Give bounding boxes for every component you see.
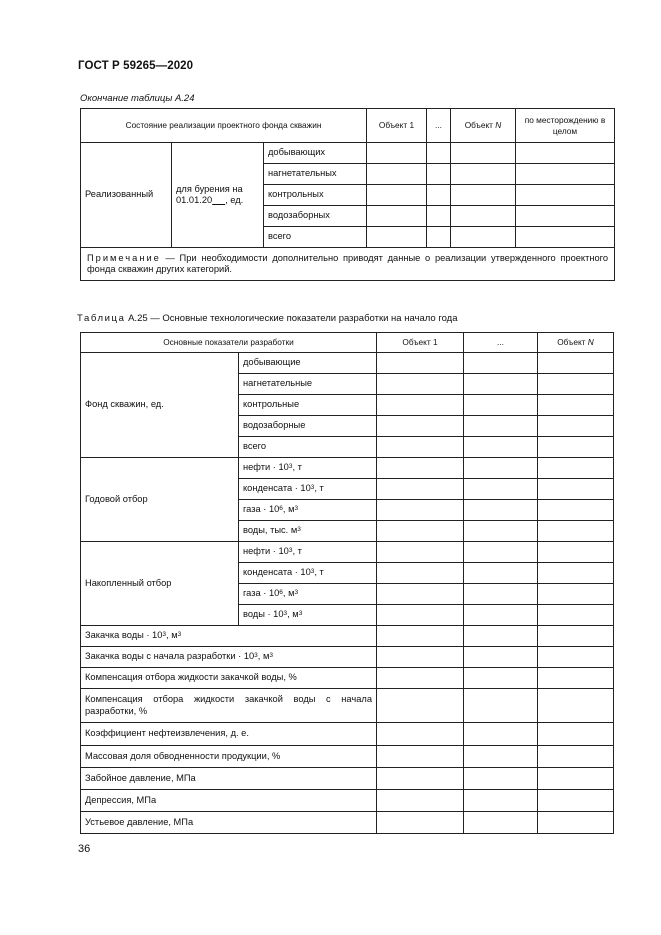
data-cell[interactable]	[377, 790, 464, 812]
data-cell[interactable]	[377, 521, 464, 542]
data-cell[interactable]	[377, 395, 464, 416]
data-cell[interactable]	[464, 563, 538, 584]
data-cell[interactable]	[538, 563, 614, 584]
document-header: ГОСТ Р 59265—2020	[78, 60, 194, 72]
data-cell[interactable]	[451, 185, 516, 206]
data-cell[interactable]	[464, 416, 538, 437]
header-object-n-var: N	[495, 120, 502, 131]
table-a24-caption: Окончание таблицы А.24	[80, 93, 195, 104]
group-well-stock: Фонд скважин, ед.	[81, 353, 239, 458]
row-bottomhole-pressure: Забойное давление, МПа	[81, 768, 377, 790]
oil-exp: 3	[288, 547, 293, 555]
data-cell[interactable]	[377, 500, 464, 521]
header-indicators: Основные показатели разработки	[81, 333, 377, 353]
header-ellipsis: ...	[464, 333, 538, 353]
gas-base: газа · 10	[243, 588, 280, 599]
group-annual-production: Годовой отбор	[81, 458, 239, 542]
row-depression: Депрессия, МПа	[81, 790, 377, 812]
data-cell[interactable]	[464, 374, 538, 395]
table-row	[81, 668, 614, 689]
oil-base: нефти · 10	[243, 546, 289, 557]
sub-group-drilling-prefix: для бурения на 01.01.20	[176, 183, 243, 205]
data-cell[interactable]	[538, 790, 614, 812]
sub-row-label: нагнетательные	[239, 374, 377, 395]
condensate-exp: 3	[310, 568, 315, 576]
data-cell[interactable]	[538, 437, 614, 458]
table-row	[81, 353, 614, 374]
table-row	[81, 143, 615, 164]
data-cell[interactable]	[427, 164, 451, 185]
injection-cum-unit-exp: 3	[269, 652, 273, 660]
data-cell[interactable]	[367, 185, 427, 206]
sub-row-cumulative-water	[239, 605, 377, 626]
data-cell[interactable]	[538, 395, 614, 416]
condensate-exp: 3	[310, 484, 315, 492]
sub-row-label: контрольные	[239, 395, 377, 416]
oil-exp: 3	[288, 463, 293, 471]
data-cell[interactable]	[516, 143, 615, 164]
data-cell[interactable]	[377, 416, 464, 437]
table-row	[81, 626, 614, 647]
data-cell[interactable]	[464, 605, 538, 626]
header-object-n-var: N	[587, 337, 594, 348]
table-row	[81, 746, 614, 768]
water-unit-exp: 3	[298, 610, 303, 618]
sub-row-label: добывающих	[264, 143, 367, 164]
table-a24	[80, 108, 615, 281]
data-cell[interactable]	[464, 521, 538, 542]
table-a24-header-row	[81, 109, 615, 143]
table-a25-caption-text: А.25 — Основные технологические показатели разработки на начало года	[125, 313, 458, 324]
water-unit: , м	[287, 609, 299, 620]
table-a24-note	[81, 248, 615, 281]
data-cell[interactable]	[516, 227, 615, 248]
data-cell[interactable]	[451, 164, 516, 185]
data-cell[interactable]	[367, 227, 427, 248]
header-state: Состояние реализации проектного фонда скважин	[81, 109, 367, 143]
data-cell[interactable]	[464, 790, 538, 812]
sub-row-label: водозаборных	[264, 206, 367, 227]
data-cell[interactable]	[367, 206, 427, 227]
condensate-base: конденсата · 10	[243, 483, 311, 494]
data-cell[interactable]	[377, 353, 464, 374]
data-cell[interactable]	[367, 143, 427, 164]
sub-row-annual-condensate	[239, 479, 377, 500]
sub-row-label: добывающие	[239, 353, 377, 374]
injection-unit-exp: 3	[177, 631, 182, 639]
injection-cum-base: Закачка воды с начала разработки · 10	[85, 651, 255, 662]
table-row	[81, 723, 614, 746]
data-cell[interactable]	[427, 206, 451, 227]
water-base: воды, тыс. м	[243, 525, 298, 536]
sub-row-annual-oil	[239, 458, 377, 479]
condensate-unit: , т	[314, 483, 324, 494]
page-number: 36	[78, 843, 91, 855]
row-wellhead-pressure: Устьевое давление, МПа	[81, 812, 377, 834]
data-cell[interactable]	[464, 812, 538, 834]
gas-base: газа · 10	[243, 504, 280, 515]
data-cell[interactable]	[464, 479, 538, 500]
data-cell[interactable]	[464, 668, 538, 689]
header-object-1: Объект 1	[377, 333, 464, 353]
data-cell[interactable]	[377, 458, 464, 479]
data-cell[interactable]	[427, 227, 451, 248]
injection-exp: 3	[162, 631, 167, 639]
gas-exp: 6	[279, 589, 283, 597]
data-cell[interactable]	[377, 626, 464, 647]
data-cell[interactable]	[538, 746, 614, 768]
data-cell[interactable]	[427, 185, 451, 206]
data-cell[interactable]	[538, 689, 614, 723]
data-cell[interactable]	[377, 812, 464, 834]
sub-row-cumulative-oil	[239, 542, 377, 563]
row-water-cut: Массовая доля обводненности продукции, %	[81, 746, 377, 768]
data-cell[interactable]	[377, 584, 464, 605]
oil-unit: , т	[292, 546, 302, 557]
sub-group-drilling-suffix: , ед.	[225, 195, 244, 205]
data-cell[interactable]	[377, 374, 464, 395]
data-cell[interactable]	[377, 542, 464, 563]
data-cell[interactable]	[464, 626, 538, 647]
note-text: — При необходимости дополнительно приводят данные о реализации утвержденного проектного фонда скважин других категорий.	[87, 252, 608, 274]
header-field-total: по месторождению в целом	[516, 109, 615, 143]
header-ellipsis: ...	[427, 109, 451, 143]
data-cell[interactable]	[464, 437, 538, 458]
table-a25-caption	[77, 313, 458, 324]
data-cell[interactable]	[464, 723, 538, 746]
data-cell[interactable]	[377, 746, 464, 768]
sub-row-label: всего	[239, 437, 377, 458]
sub-row-label: контрольных	[264, 185, 367, 206]
note-lead: Примечание	[87, 252, 161, 263]
table-a25-header-row	[81, 333, 614, 353]
gas-unit: , м	[282, 588, 295, 599]
data-cell[interactable]	[538, 542, 614, 563]
data-cell[interactable]	[538, 668, 614, 689]
row-injection-cumulative	[81, 647, 377, 668]
row-compensation: Компенсация отбора жидкости закачкой воды, %	[81, 668, 377, 689]
data-cell[interactable]	[451, 143, 516, 164]
table-row	[81, 689, 614, 723]
injection-cum-unit: , м	[257, 651, 270, 662]
table-row	[81, 458, 614, 479]
row-compensation-cumulative: Компенсация отбора жидкости закачкой воды с начала разработки, %	[81, 689, 377, 723]
data-cell[interactable]	[538, 626, 614, 647]
group-cumulative-production: Накопленный отбор	[81, 542, 239, 626]
injection-base: Закачка воды · 10	[85, 630, 163, 641]
data-cell[interactable]	[464, 746, 538, 768]
header-object-n-prefix: Объект	[557, 337, 588, 348]
data-cell[interactable]	[377, 647, 464, 668]
data-cell[interactable]	[377, 668, 464, 689]
data-cell[interactable]	[451, 206, 516, 227]
gas-unit-exp: 3	[294, 589, 299, 597]
table-row	[81, 790, 614, 812]
data-cell[interactable]	[538, 374, 614, 395]
sub-row-label: водозаборные	[239, 416, 377, 437]
table-row	[81, 812, 614, 834]
row-recovery-factor: Коэффициент нефтеизвлечения, д. е.	[81, 723, 377, 746]
data-cell[interactable]	[538, 768, 614, 790]
data-cell[interactable]	[538, 353, 614, 374]
injection-unit: , м	[166, 630, 178, 641]
sub-row-annual-water	[239, 521, 377, 542]
sub-row-cumulative-condensate	[239, 563, 377, 584]
data-cell[interactable]	[377, 689, 464, 723]
gas-exp: 6	[279, 505, 283, 513]
table-a25-caption-lead: Таблица	[77, 313, 126, 324]
water-exp: 3	[283, 610, 288, 618]
table-a25	[80, 332, 614, 834]
data-cell[interactable]	[377, 437, 464, 458]
header-object-1: Объект 1	[367, 109, 427, 143]
data-cell[interactable]	[516, 185, 615, 206]
oil-base: нефти · 10	[243, 462, 289, 473]
data-cell[interactable]	[377, 723, 464, 746]
oil-unit: , т	[292, 462, 302, 473]
data-cell[interactable]	[538, 479, 614, 500]
row-injection	[81, 626, 377, 647]
data-cell[interactable]	[464, 395, 538, 416]
data-cell[interactable]	[538, 500, 614, 521]
injection-cum-exp: 3	[254, 652, 258, 660]
data-cell[interactable]	[377, 605, 464, 626]
sub-row-label: нагнетательных	[264, 164, 367, 185]
data-cell[interactable]	[377, 479, 464, 500]
gas-unit-exp: 3	[294, 505, 299, 513]
data-cell[interactable]	[451, 227, 516, 248]
data-cell[interactable]	[538, 416, 614, 437]
data-cell[interactable]	[427, 143, 451, 164]
table-a24-note-row	[81, 248, 615, 281]
data-cell[interactable]	[464, 458, 538, 479]
data-cell[interactable]	[516, 206, 615, 227]
data-cell[interactable]	[538, 521, 614, 542]
table-row	[81, 647, 614, 668]
data-cell[interactable]	[377, 768, 464, 790]
data-cell[interactable]	[538, 812, 614, 834]
water-exp: 3	[297, 526, 301, 534]
data-cell[interactable]	[367, 164, 427, 185]
water-base: воды · 10	[243, 609, 284, 620]
data-cell[interactable]	[538, 647, 614, 668]
data-cell[interactable]	[538, 458, 614, 479]
gas-unit: , м	[282, 504, 295, 515]
header-object-n	[451, 109, 516, 143]
data-cell[interactable]	[464, 689, 538, 723]
data-cell[interactable]	[464, 542, 538, 563]
sub-row-annual-gas	[239, 500, 377, 521]
sub-row-label: всего	[264, 227, 367, 248]
condensate-unit: , т	[314, 567, 324, 578]
data-cell[interactable]	[464, 584, 538, 605]
data-cell[interactable]	[464, 500, 538, 521]
table-row	[81, 768, 614, 790]
data-cell[interactable]	[538, 605, 614, 626]
header-object-n	[538, 333, 614, 353]
table-row	[81, 542, 614, 563]
sub-group-drilling	[172, 143, 264, 248]
data-cell[interactable]	[464, 353, 538, 374]
condensate-base: конденсата · 10	[243, 567, 311, 578]
header-object-n-prefix: Объект	[464, 120, 496, 131]
sub-row-cumulative-gas	[239, 584, 377, 605]
data-cell[interactable]	[377, 563, 464, 584]
data-cell[interactable]	[464, 768, 538, 790]
data-cell[interactable]	[538, 584, 614, 605]
data-cell[interactable]	[464, 647, 538, 668]
row-group-realized: Реализованный	[81, 143, 172, 248]
data-cell[interactable]	[516, 164, 615, 185]
data-cell[interactable]	[538, 723, 614, 746]
